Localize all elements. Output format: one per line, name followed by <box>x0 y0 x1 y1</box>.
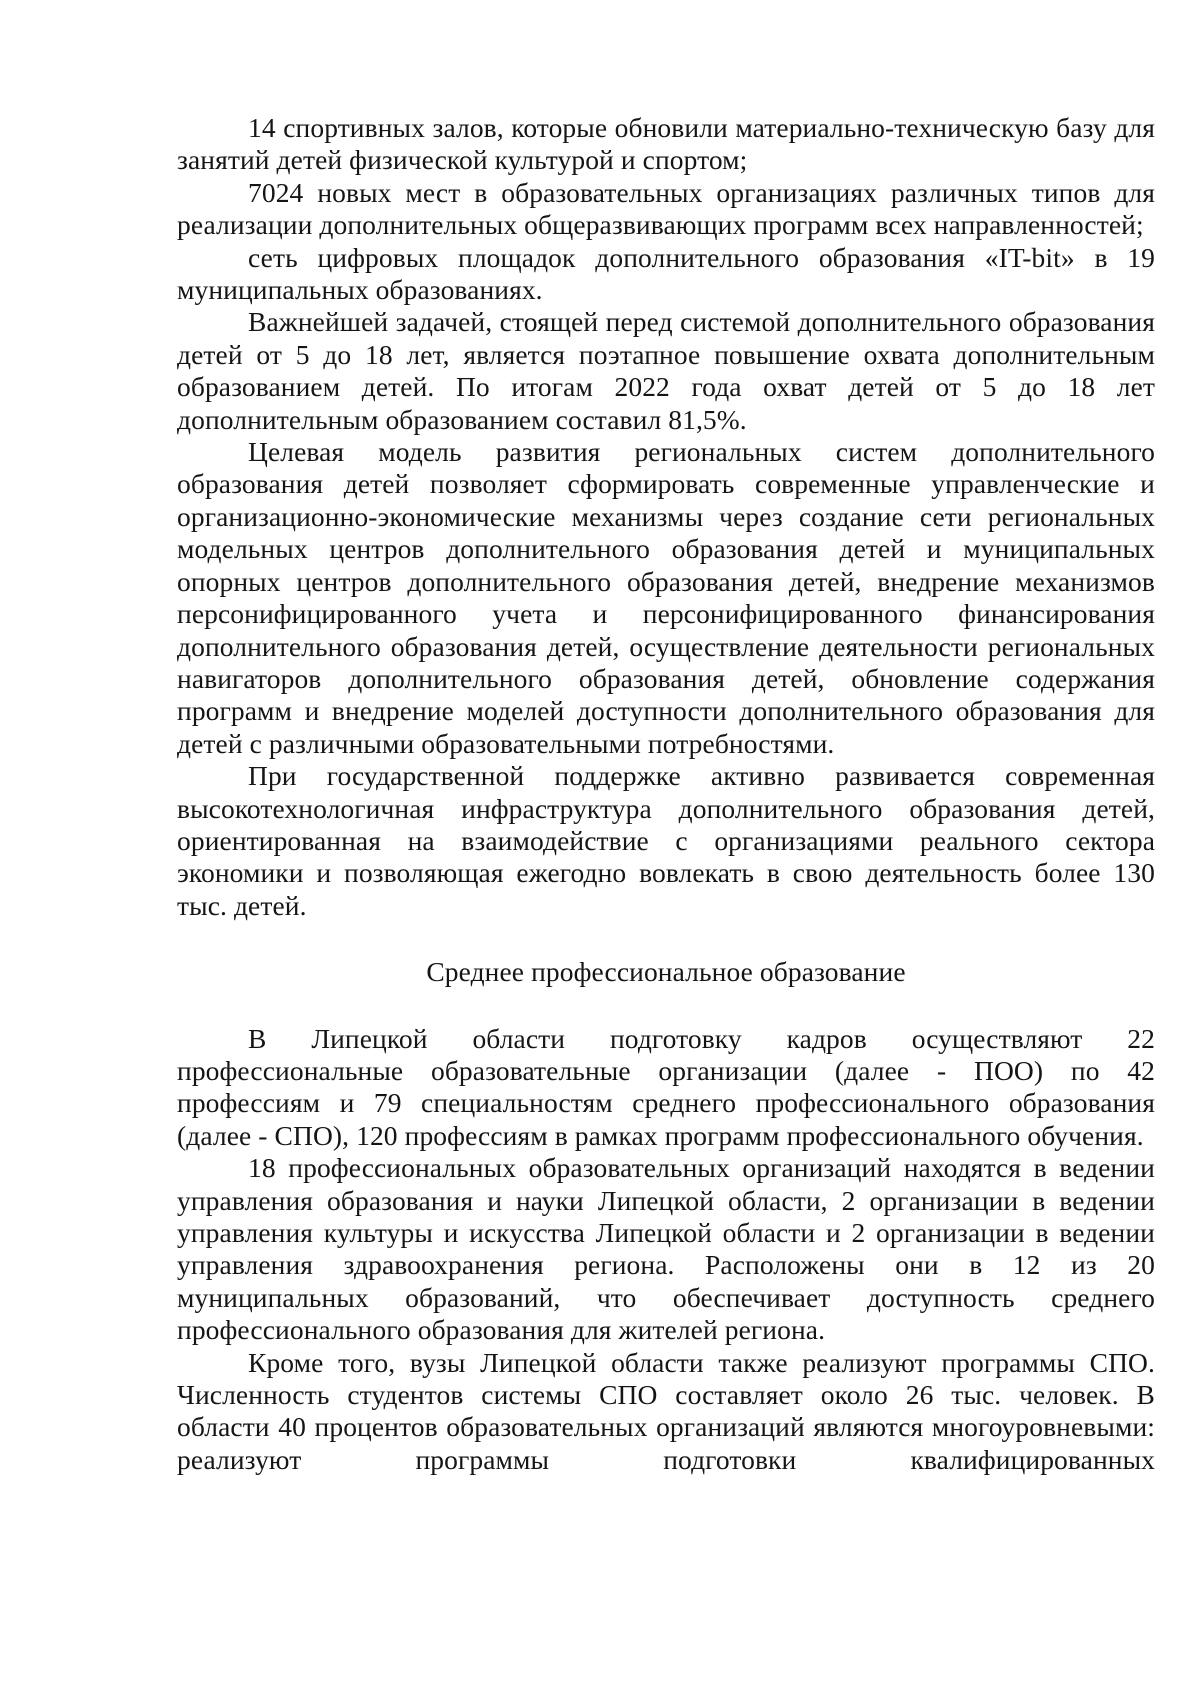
paragraph-main-task: Важнейшей задачей, стоящей перед системой дополнительного образования детей от 5 до 18 лет, является поэтапное повышение охвата дополнительным образованием детей. По итогам 2022 года охват детей от 5 до 18 лет дополнительным образованием составил 81,5%. <box>177 306 1155 435</box>
section-heading: Среднее профессиональное образование <box>426 956 906 988</box>
paragraph-lipetsk-training: В Липецкой области подготовку кадров осуществляют 22 профессиональные образовательные организации (далее - ПОО) по 42 профессиям и 79 специальностям среднего профессионального образования (далее - СПО), 120 профессиям в рамках программ профессионального обучения. <box>177 1022 1155 1151</box>
paragraph-it-bit: сеть цифровых площадок дополнительного образования «IT-bit» в 19 муниципальных образованиях. <box>177 241 1155 306</box>
paragraph-universities: Кроме того, вузы Липецкой области также реализуют программы СПО. Численность студентов системы СПО составляет около 26 тыс. человек. В области 40 процентов образовательных организаций являются многоуровневыми: реализуют программы подготовки квалифицированных <box>177 1346 1155 1475</box>
paragraph-target-model: Целевая модель развития региональных систем дополнительного образования детей позволяет сформировать современные управленческие и организационно-экономические механизмы через создание сети региональных модельных центров дополнительного образования детей и муниципальных опорных центров дополнительного образования детей, внедрение механизмов персонифицированного учета и персонифицированного финансирования дополнительного образования детей, осуществление деятельности региональных навигаторов дополнительного образования детей, обновление содержания программ и внедрение моделей доступности дополнительного образования для детей с различными образовательными потребностями. <box>177 436 1155 759</box>
paragraph-organizations: 18 профессиональных образовательных организаций находятся в ведении управления образования и науки Липецкой области, 2 организации в ведении управления культуры и искусства Липецкой области и 2 организации в ведении управления здравоохранения региона. Расположены они в 12 из 20 муниципальных образований, что обеспечивает доступность среднего профессионального образования для жителей региона. <box>177 1152 1155 1346</box>
document-page <box>177 112 1155 1476</box>
paragraph-new-places: 7024 новых мест в образовательных организациях различных типов для реализации дополнительных общеразвивающих программ всех направленностей; <box>177 176 1155 241</box>
paragraph-sports-halls: 14 спортивных залов, которые обновили материально-техническую базу для занятий детей физической культурой и спортом; <box>177 112 1155 176</box>
paragraph-infrastructure: При государственной поддержке активно развивается современная высокотехнологичная инфраструктура дополнительного образования детей, ориентированная на взаимодействие с организациями реального сектора экономики и позволяющая ежегодно вовлекать в свою деятельность более 130 тыс. детей. <box>177 760 1155 921</box>
